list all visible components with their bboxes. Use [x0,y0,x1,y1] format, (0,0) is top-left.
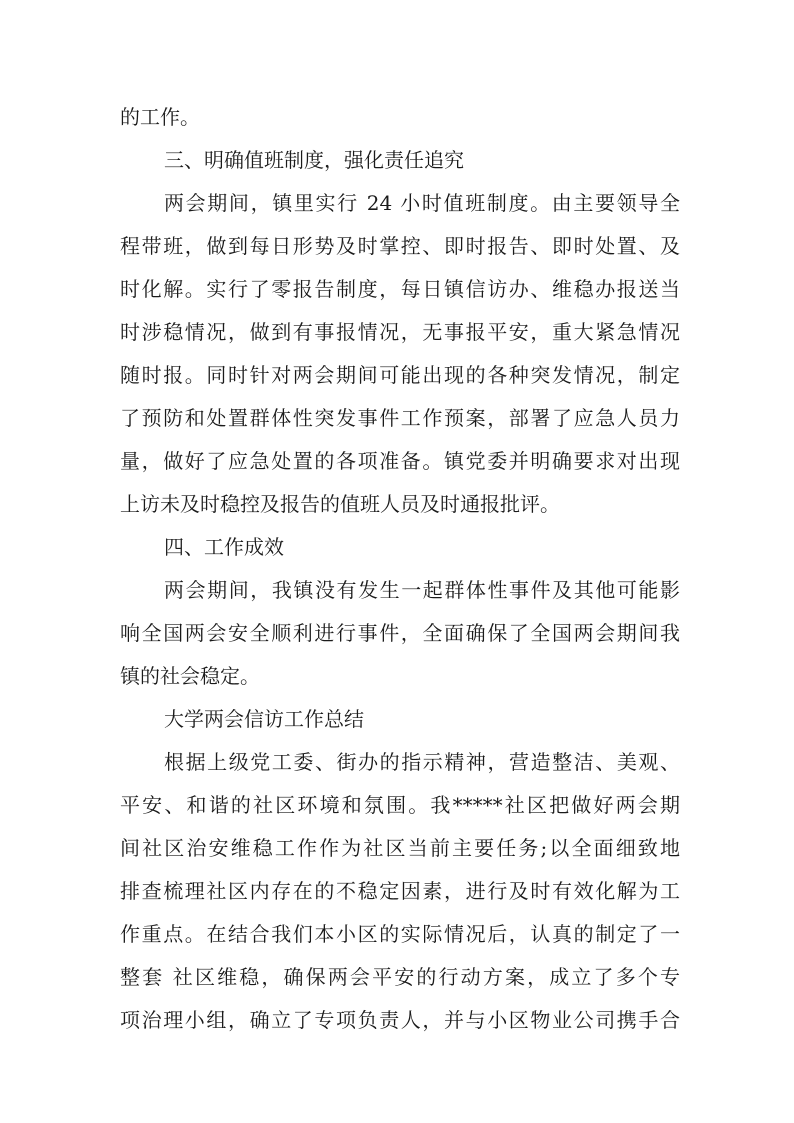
paragraph-line: 作重点。在结合我们本小区的实际情况后，认真的制定了一 [120,922,680,946]
section-heading: 三、明确值班制度，强化责任追究 [164,148,464,172]
paragraph-line: 平安、和谐的社区环境和氛围。我*****社区把做好两会期 [120,793,680,817]
paragraph-line: 根据上级党工委、街办的指示精神，营造整洁、美观、 [164,750,680,774]
paragraph-line: 量，做好了应急处置的各项准备。镇党委并明确要求对出现 [120,449,680,473]
paragraph-line: 时化解。实行了零报告制度，每日镇信访办、维稳办报送当 [120,277,680,301]
paragraph-line: 时涉稳情况，做到有事报情况，无事报平安，重大紧急情况 [120,320,680,344]
paragraph-line: 的工作。 [120,105,200,129]
paragraph-line: 镇的社会稳定。 [120,664,260,688]
paragraph-line: 间社区治安维稳工作作为社区当前主要任务;以全面细致地 [120,836,680,860]
section-heading: 四、工作成效 [164,535,284,559]
document-title: 大学两会信访工作总结 [164,707,364,731]
paragraph-line: 上访未及时稳控及报告的值班人员及时通报批评。 [120,492,560,516]
paragraph-line: 两会期间，我镇没有发生一起群体性事件及其他可能影 [164,578,680,602]
paragraph-line: 两会期间，镇里实行 24 小时值班制度。由主要领导全 [164,191,680,215]
paragraph-line: 排查梳理社区内存在的不稳定因素，进行及时有效化解为工 [120,879,680,903]
paragraph-line: 整套 社区维稳，确保两会平安的行动方案，成立了多个专 [120,965,680,989]
paragraph-line: 随时报。同时针对两会期间可能出现的各种突发情况，制定 [120,363,680,387]
paragraph-line: 程带班，做到每日形势及时掌控、即时报告、即时处置、及 [120,234,680,258]
paragraph-line: 了预防和处置群体性突发事件工作预案，部署了应急人员力 [120,406,680,430]
paragraph-line: 响全国两会安全顺利进行事件，全面确保了全国两会期间我 [120,621,680,645]
paragraph-line: 项治理小组，确立了专项负责人，并与小区物业公司携手合 [120,1008,680,1032]
